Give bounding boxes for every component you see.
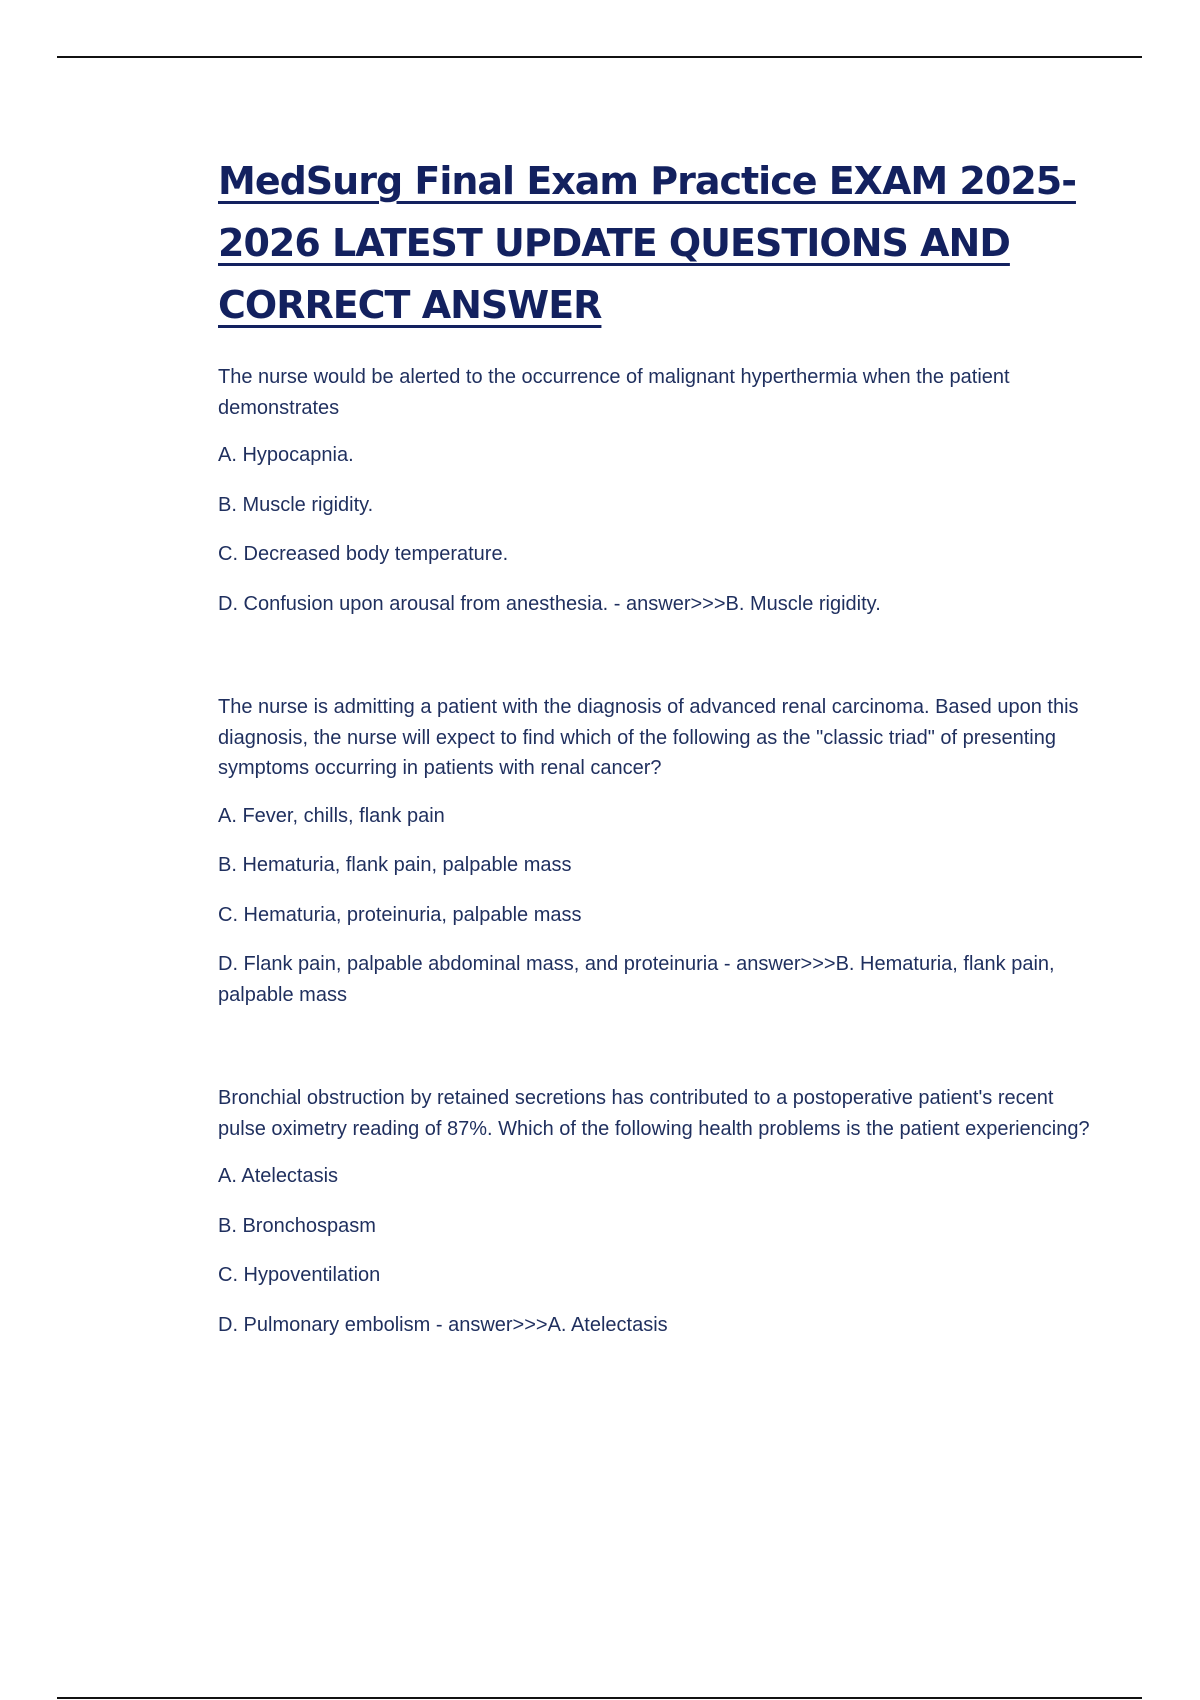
question-text: The nurse would be alerted to the occurrence of malignant hyperthermia when the patient demonstrates xyxy=(218,366,1010,419)
option-list xyxy=(218,440,1098,619)
option-a: A. Atelectasis xyxy=(218,1165,339,1187)
question-block xyxy=(218,692,1098,1010)
question-block xyxy=(218,362,1098,619)
option-a: A. Hypocapnia. xyxy=(218,444,354,466)
option-c: C. Hematuria, proteinuria, palpable mass xyxy=(218,903,582,926)
document-title: MedSurg Final Exam Practice EXAM 2025-2026 LATEST UPDATE QUESTIONS AND CORRECT ANSWER xyxy=(218,159,1076,327)
answer-key: - answer>>>A. Atelectasis xyxy=(435,1313,668,1336)
option-d: D. Confusion upon arousal from anesthesia. xyxy=(218,592,609,615)
option-a: A. Fever, chills, flank pain xyxy=(218,804,445,827)
option-b: B. Bronchospasm xyxy=(218,1214,376,1237)
option-list xyxy=(218,1161,1098,1340)
question-text: Bronchial obstruction by retained secretions has contributed to a postoperative patient's recent pulse oximetry reading of 87%. Which of the following health problems is the patient experiencing? xyxy=(218,1087,1090,1140)
footer-rule xyxy=(57,1697,1142,1699)
option-d-with-answer xyxy=(218,949,1098,1010)
option-b: B. Hematuria, flank pain, palpable mass xyxy=(218,854,572,876)
document-body xyxy=(218,150,1098,1340)
option-c: C. Hypoventilation xyxy=(218,1264,381,1286)
question-block xyxy=(218,1083,1098,1340)
option-list xyxy=(218,801,1098,1011)
option-d-with-answer xyxy=(218,1310,1098,1341)
header-rule xyxy=(57,56,1142,58)
answer-key: - answer>>>B. Hematuria, flank pain, palpable mass xyxy=(218,953,1055,1006)
option-d: D. Pulmonary embolism xyxy=(218,1313,431,1336)
option-d: D. Flank pain, palpable abdominal mass, and proteinuria xyxy=(218,953,719,975)
option-c: C. Decreased body temperature. xyxy=(218,543,509,565)
option-d-with-answer xyxy=(218,589,1098,620)
answer-key: - answer>>>B. Muscle rigidity. xyxy=(613,592,881,615)
question-text: The nurse is admitting a patient with the diagnosis of advanced renal carcinoma. Based upon this diagnosis, the nurse will expect to find which of the following as the "classic triad" of presenting symptoms occurring in patients with renal cancer? xyxy=(218,696,1079,779)
option-b: B. Muscle rigidity. xyxy=(218,493,374,516)
